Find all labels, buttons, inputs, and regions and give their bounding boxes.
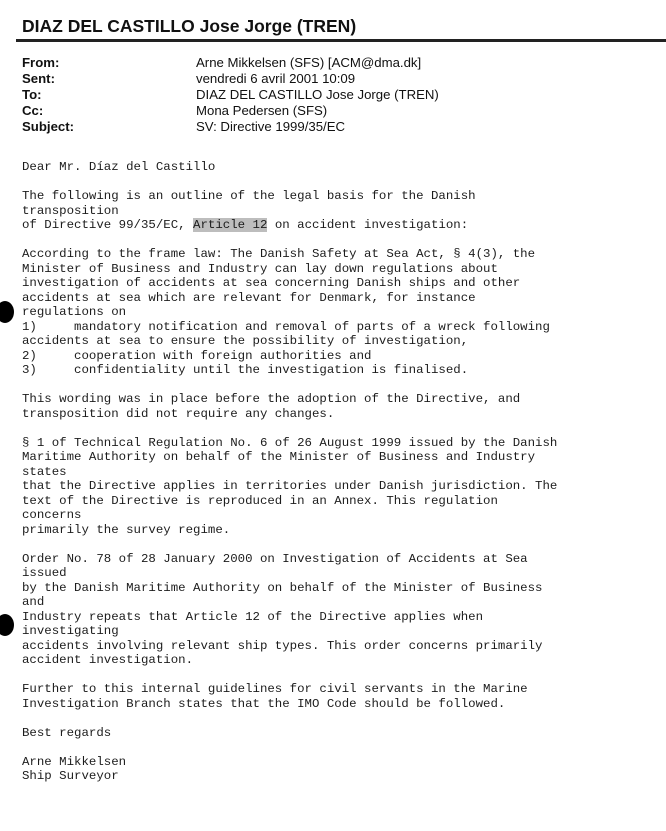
paragraph-order: [22, 552, 642, 668]
paragraph-intro: [22, 189, 642, 233]
text-line: Maritime Authority on behalf of the Minister of Business and Industry: [22, 450, 536, 464]
text-line: accidents involving relevant ship types. This order concerns primarily: [22, 638, 543, 653]
header-sent-value: vendredi 6 avril 2001 10:09: [196, 71, 356, 86]
header-from: [0, 54, 666, 71]
header-subject: [0, 118, 666, 135]
text-line: states: [22, 464, 67, 479]
intro-line: [22, 218, 642, 233]
text-line: Order No. 78 of 28 January 2000 on Investigation of Accidents at Sea: [22, 551, 528, 566]
intro-text-after: on accident investigation:: [267, 218, 469, 232]
header-to-value: DIAZ DEL CASTILLO Jose Jorge (TREN): [196, 87, 439, 102]
signature: [22, 755, 642, 784]
text-line: According to the frame law: The Danish Safety at Sea Act, § 4(3), the: [22, 247, 536, 261]
text-line: accident investigation.: [22, 653, 194, 667]
text-line: by the Danish Maritime Authority on behalf of the Minister of Business: [22, 580, 543, 595]
closing: [22, 726, 642, 741]
salutation-text: Dear Mr. Díaz del Castillo: [22, 160, 216, 174]
list-item: 3) confidentiality until the investigation is finalised.: [22, 363, 469, 377]
text-line: investigation of accidents at sea concerning Danish ships and other: [22, 276, 521, 290]
intro-text-before: of Directive 99/35/EC,: [22, 218, 194, 232]
text-line: issued: [22, 566, 67, 580]
intro-line: transposition: [22, 203, 119, 218]
document-title: DIAZ DEL CASTILLO Jose Jorge (TREN): [22, 16, 357, 36]
header-sent-label: Sent:: [22, 71, 55, 86]
header-subject-label: Subject:: [22, 119, 75, 134]
text-line: regulations on: [22, 305, 127, 319]
text-line: This wording was in place before the adoption of the Directive, and: [22, 392, 521, 406]
list-item: 1) mandatory notification and removal of parts of a wreck following: [22, 319, 550, 334]
text-line: Minister of Business and Industry can lay down regulations about: [22, 261, 498, 276]
text-line: § 1 of Technical Regulation No. 6 of 26 August 1999 issued by the Danish: [22, 435, 558, 450]
paragraph-wording: [22, 392, 642, 421]
header-to: [0, 86, 666, 103]
paragraph-guidelines: [22, 682, 642, 711]
intro-line: The following is an outline of the legal basis for the Danish: [22, 189, 476, 203]
text-line: accidents at sea to ensure the possibility of investigation,: [22, 334, 469, 348]
text-line: concerns: [22, 508, 82, 522]
text-line: that the Directive applies in territories under Danish jurisdiction. The: [22, 479, 558, 493]
text-line: text of the Directive is reproduced in an Annex. This regulation: [22, 493, 498, 508]
highlighted-article-reference: Article 12: [193, 218, 268, 232]
header-from-label: From:: [22, 55, 60, 70]
text-line: accidents at sea which are relevant for Denmark, for instance: [22, 290, 476, 305]
paragraph-frame-law: [22, 247, 642, 378]
signature-name: Arne Mikkelsen: [22, 754, 127, 769]
text-line: primarily the survey regime.: [22, 522, 231, 537]
email-body: [22, 160, 642, 798]
header-cc-value: Mona Pedersen (SFS): [196, 103, 328, 118]
text-line: Further to this internal guidelines for civil servants in the Marine: [22, 682, 528, 696]
punch-hole-mark: [0, 614, 14, 636]
header-subject-value: SV: Directive 1999/35/EC: [196, 119, 346, 134]
header-sent: [0, 70, 666, 87]
salutation: [22, 160, 642, 175]
closing-text: Best regards: [22, 725, 112, 740]
header-cc-label: Cc:: [22, 103, 44, 118]
list-item: 2) cooperation with foreign authorities and: [22, 348, 372, 363]
header-from-value: Arne Mikkelsen (SFS) [ACM@dma.dk]: [196, 55, 422, 70]
header-cc: [0, 102, 666, 119]
header-to-label: To:: [22, 87, 42, 102]
title-rule: [16, 39, 666, 42]
signature-title: Ship Surveyor: [22, 769, 119, 783]
text-line: investigating: [22, 624, 119, 638]
paragraph-technical-regulation: [22, 436, 642, 538]
punch-hole-mark: [0, 301, 14, 323]
text-line: transposition did not require any changes.: [22, 406, 335, 421]
text-line: Investigation Branch states that the IMO Code should be followed.: [22, 696, 506, 711]
text-line: Industry repeats that Article 12 of the Directive applies when: [22, 609, 484, 624]
text-line: and: [22, 595, 45, 609]
